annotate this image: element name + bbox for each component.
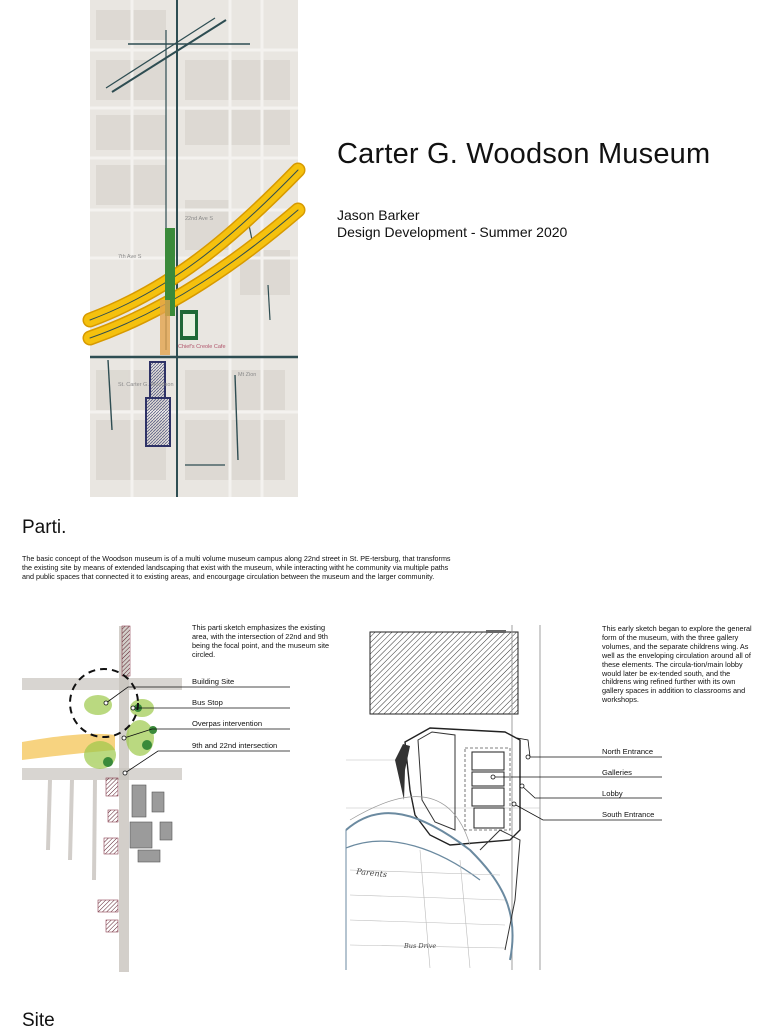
page-title: Carter G. Woodson Museum — [337, 138, 711, 170]
label-overpass-intervention: Overpas intervention — [192, 719, 263, 728]
parti-sketch-note: This parti sketch emphasizes the existing area, with the intersection of 22nd and 9th being the focal point, and the museum site circled. — [192, 623, 330, 659]
label-intersection: 9th and 22nd intersection — [192, 741, 278, 750]
label-galleries: Galleries — [602, 768, 632, 777]
site-heading: Site — [22, 1010, 55, 1031]
svg-text:Chief's Creole Cafe: Chief's Creole Cafe — [178, 344, 226, 350]
label-lobby: Lobby — [602, 789, 623, 798]
label-building-site: Building Site — [192, 677, 235, 686]
map-background — [90, 0, 298, 497]
label-bus-stop: Bus Stop — [192, 698, 223, 707]
parti-sketch — [22, 626, 290, 972]
svg-text:Mt Zion: Mt Zion — [238, 372, 257, 378]
svg-text:Parents: Parents — [355, 867, 388, 880]
project-subtitle: Design Development - Summer 2020 — [337, 224, 568, 240]
author-name: Jason Barker — [337, 207, 420, 223]
parti-description: The basic concept of the Woodson museum is of a multi volume museum campus along 22nd street in St. PE-tersburg, that transforms the existing site by means of extended landscaping that exist with the museum, while interacting witht he community via multiple paths and public spaces that connected it to existing areas, and encourgage circulation between the museum and the larger community. — [22, 554, 451, 581]
svg-text:Bus Drive: Bus Drive — [404, 942, 437, 950]
svg-text:22nd Ave S: 22nd Ave S — [185, 216, 214, 222]
svg-text:St. Carter G. Woodson: St. Carter G. Woodson — [118, 382, 174, 388]
label-north-entrance: North Entrance — [602, 747, 654, 756]
plan-sketch-note: This early sketch began to explore the general form of the museum, with the three gallery volumes, and the separate childrens wing. As well as the enveloping circulation around all of these elements. The circula-tion/main lobby would later be ex-tended south, and the childrens wing refined further with its own gallery spaces in addition to classrooms and workshops. — [602, 624, 752, 705]
svg-text:7th Ave S: 7th Ave S — [118, 254, 142, 260]
parti-heading: Parti. — [22, 517, 67, 538]
label-south-entrance: South Entrance — [602, 810, 655, 819]
